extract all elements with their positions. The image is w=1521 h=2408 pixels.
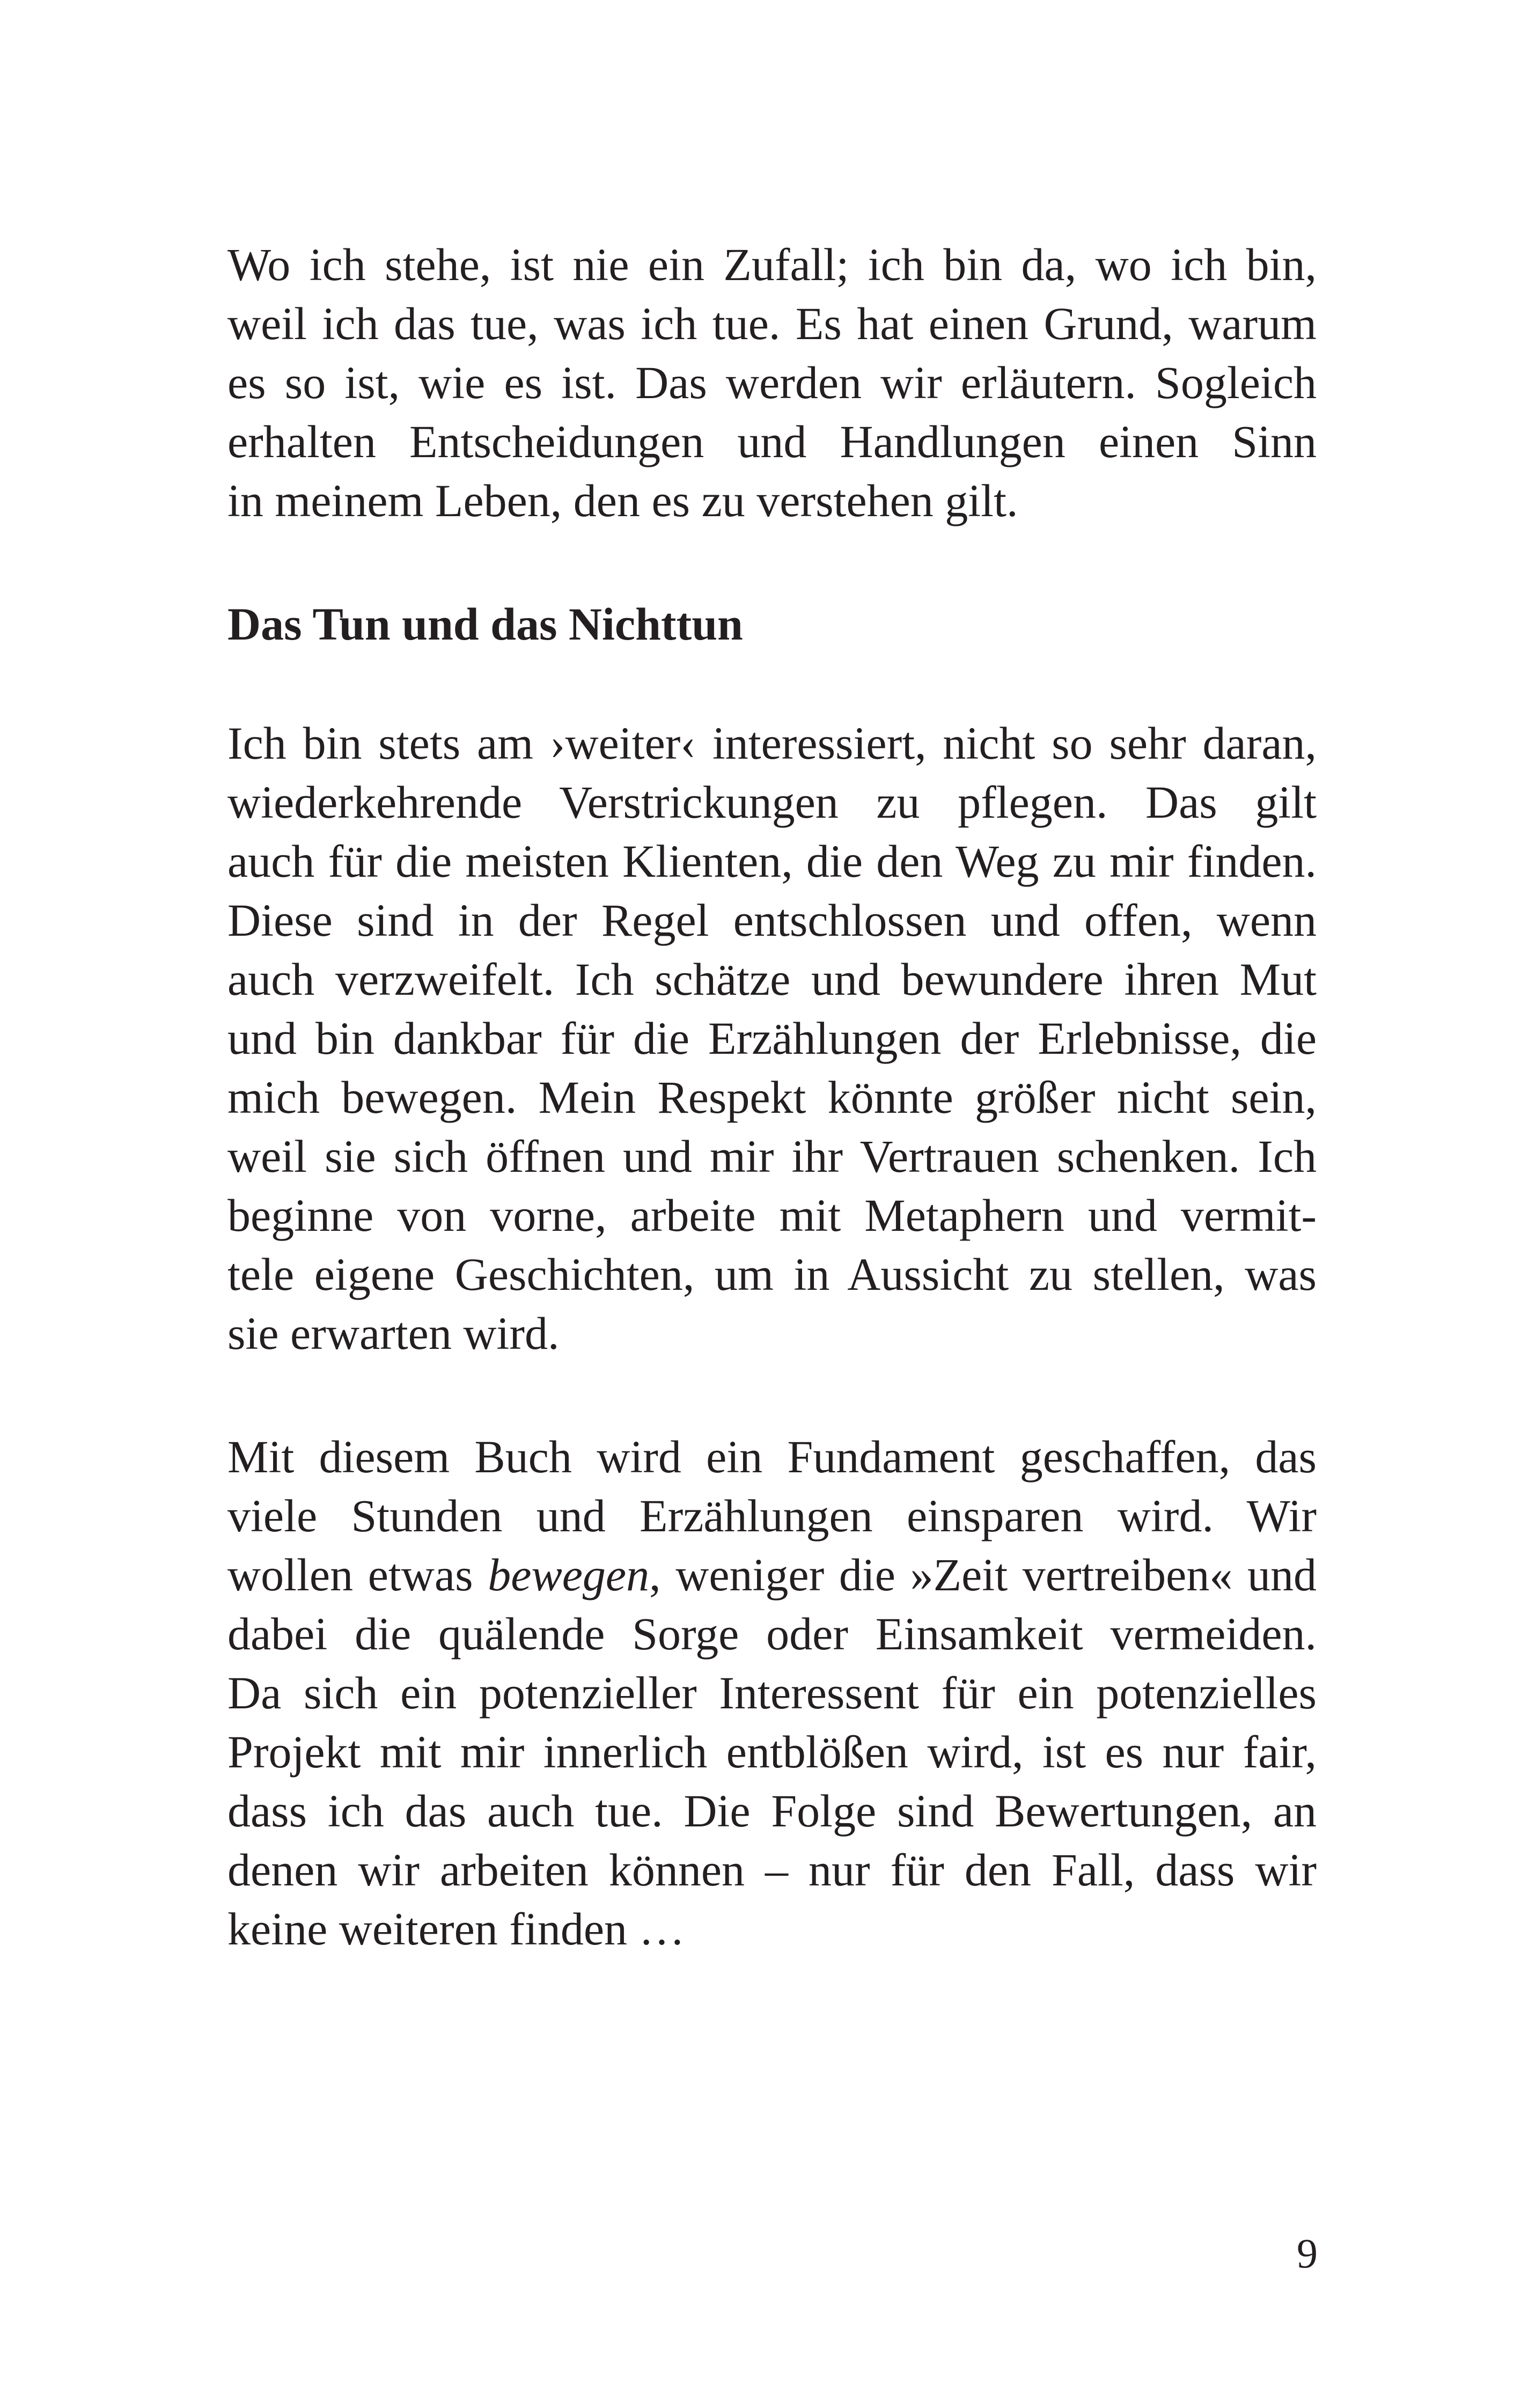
paragraph-2-line: beginne von vorne, arbeite mit Metaphern und vermit- <box>227 1190 1317 1241</box>
paragraph-1-line: Wo ich stehe, ist nie ein Zufall; ich bin da, wo ich bin, <box>227 239 1317 290</box>
emphasized-word: bewegen <box>488 1549 650 1601</box>
paragraph-3-line: keine weiteren finden … <box>227 1903 685 1955</box>
paragraph-2-line: mich bewegen. Mein Respekt könnte größer nicht sein, <box>227 1071 1317 1123</box>
paragraph-3-line: Projekt mit mir innerlich entblößen wird, ist es nur fair, <box>227 1726 1317 1778</box>
paragraph-1-line: erhalten Entscheidungen und Handlungen einen Sinn <box>227 416 1317 467</box>
paragraph-3-line-3-end: , weniger die »Zeit vertreiben« und <box>649 1549 1317 1601</box>
paragraph-2-line: weil sie sich öffnen und mir ihr Vertrauen schenken. Ich <box>227 1130 1317 1182</box>
paragraph-3-line: dabei die quälende Sorge oder Einsamkeit vermeiden. <box>227 1608 1317 1660</box>
paragraph-2-line: Ich bin stets am ›weiter‹ interessiert, nicht so sehr daran, <box>227 717 1317 769</box>
paragraph-3-line: denen wir arbeiten können – nur für den Fall, dass wir <box>227 1844 1317 1896</box>
paragraph-2-line: auch für die meisten Klienten, die den Weg zu mir finden. <box>227 835 1317 887</box>
paragraph-3-line: viele Stunden und Erzählungen einsparen wird. Wir <box>227 1490 1317 1541</box>
page-number: 9 <box>1297 2230 1318 2277</box>
paragraph-1-line: in meinem Leben, den es zu verstehen gilt. <box>227 475 1018 526</box>
paragraph-3-line: Mit diesem Buch wird ein Fundament geschaffen, das <box>227 1431 1317 1482</box>
section-heading: Das Tun und das Nichttun <box>227 598 743 650</box>
paragraph-3-line: dass ich das auch tue. Die Folge sind Bewertungen, an <box>227 1785 1317 1837</box>
paragraph-2-line: sie erwarten wird. <box>227 1308 560 1359</box>
paragraph-2-line: tele eigene Geschichten, um in Aussicht zu stellen, was <box>227 1249 1317 1300</box>
paragraph-2 <box>227 714 1317 1363</box>
paragraph-3-line: Da sich ein potenzieller Interessent für ein potenzielles <box>227 1667 1317 1719</box>
paragraph-1-line: weil ich das tue, was ich tue. Es hat einen Grund, warum <box>227 298 1317 349</box>
paragraph-2-line: wiederkehrende Verstrickungen zu pflegen. Das gilt <box>227 776 1317 828</box>
paragraph-3 <box>227 1427 1317 1958</box>
paragraph-2-line: auch verzweifelt. Ich schätze und bewundere ihren Mut <box>227 953 1317 1005</box>
paragraph-3-line-3-start: wollen etwas <box>227 1549 488 1601</box>
paragraph-1-line: es so ist, wie es ist. Das werden wir erläutern. Sogleich <box>227 357 1317 408</box>
paragraph-3-line <box>227 1545 1317 1604</box>
paragraph-1 <box>227 235 1317 530</box>
paragraph-2-line: Diese sind in der Regel entschlossen und offen, wenn <box>227 894 1317 946</box>
paragraph-2-line: und bin dankbar für die Erzählungen der Erlebnisse, die <box>227 1012 1317 1064</box>
